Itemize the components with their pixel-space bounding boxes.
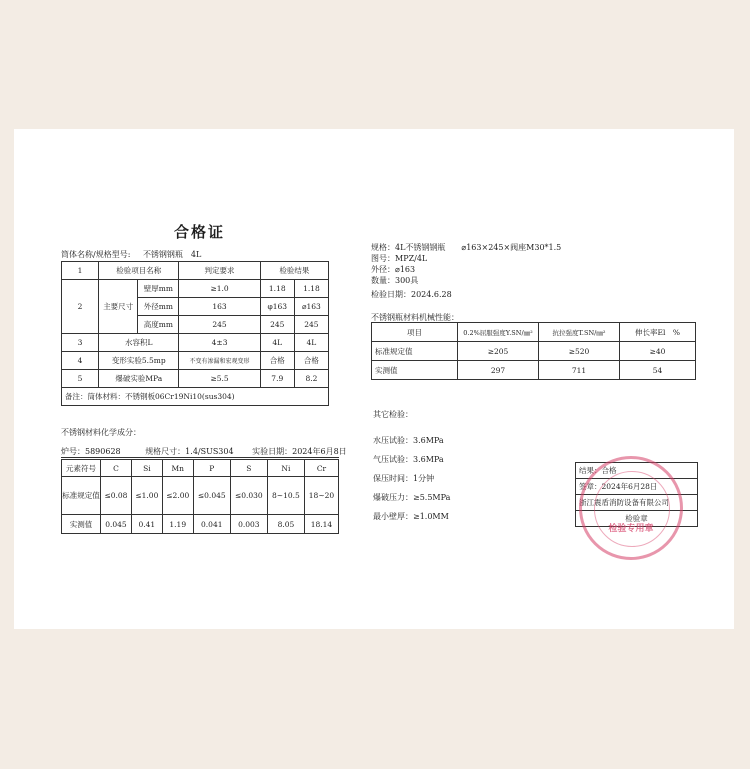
table-row: [62, 388, 329, 406]
requirement: 4±3: [179, 334, 260, 352]
standard-cell: 标准规定值: [62, 477, 101, 515]
measured-cell: 8.05: [267, 515, 304, 534]
standard-cell: 标准规定值: [372, 342, 458, 361]
header-cell: Mn: [162, 460, 193, 477]
measured-cell: 297: [458, 361, 539, 380]
table-row: [62, 280, 329, 298]
test-date: 实验日期：2024年6月8日: [252, 447, 347, 456]
standard-cell: ≤1.00: [131, 477, 162, 515]
standard-cell: ≤0.030: [230, 477, 267, 515]
cylinder-spec-row: [61, 249, 201, 260]
measured-cell: 0.003: [230, 515, 267, 534]
item-name: 变形实验5.5mp: [99, 352, 179, 370]
header-cell: Ni: [267, 460, 304, 477]
header-cell: Si: [131, 460, 162, 477]
header-cell: 抗拉强度T.SN/㎜²: [539, 323, 620, 342]
other-list: [373, 431, 450, 526]
other-title: 其它检验：: [373, 410, 413, 419]
header-cell: C: [101, 460, 132, 477]
table-row: [372, 323, 696, 342]
inspection-date: 检验日期：2024.6.28: [371, 290, 452, 299]
measured-cell: 711: [539, 361, 620, 380]
chem-meta-row: [61, 446, 347, 458]
item-name: 爆破实验MPa: [99, 370, 179, 388]
table-row: [62, 477, 339, 515]
result-1: φ163: [260, 298, 294, 316]
spec-line: 外径：⌀163: [371, 265, 416, 274]
item-name: 外径mm: [138, 298, 179, 316]
row-number: 2: [62, 280, 99, 334]
other-line: 气压试验：3.6MPa: [373, 455, 444, 464]
cylinder-label: 筒体名称/规格型号:: [61, 250, 131, 259]
header-cell: 1: [62, 262, 99, 280]
result-1: 4L: [260, 334, 294, 352]
inspection-table: [61, 261, 329, 406]
mechanical-table: [371, 322, 696, 380]
header-cell: S: [230, 460, 267, 477]
requirement: ≥5.5: [179, 370, 260, 388]
spec-line: 规格：4L不锈钢钢瓶 ⌀163×245×阀座M30*1.5: [371, 243, 562, 252]
standard-cell: 18~20: [304, 477, 338, 515]
sign-date: 签章：2024年6月28日: [576, 479, 697, 495]
result-1: 1.18: [260, 280, 294, 298]
spec-block: [371, 242, 561, 286]
row-number: 4: [62, 352, 99, 370]
page-title: 合格证: [174, 223, 226, 241]
mech-title: 不锈钢瓶材料机械性能：: [371, 313, 459, 322]
company-seal: [579, 456, 683, 560]
requirement: 163: [179, 298, 260, 316]
measured-cell: 54: [620, 361, 696, 380]
table-note: 备注：筒体材料：不锈钢板06Cr19Ni10(sus304): [62, 388, 329, 406]
item-name: 高度mm: [138, 316, 179, 334]
spec-size: 规格尺寸：1.4/SUS304: [145, 447, 234, 456]
header-cell: 0.2%屈服强度Y.SN/㎜²: [458, 323, 539, 342]
header-cell: 元素符号: [62, 460, 101, 477]
chemical-table: [61, 459, 339, 534]
table-row: [62, 460, 339, 477]
header-cell: 检验结果: [260, 262, 328, 280]
result-2: 1.18: [294, 280, 328, 298]
standard-cell: ≤0.045: [193, 477, 230, 515]
result-2: 合格: [294, 352, 328, 370]
result-2: ⌀163: [294, 298, 328, 316]
item-name: 壁厚mm: [138, 280, 179, 298]
result-1: 245: [260, 316, 294, 334]
table-row: [62, 352, 329, 370]
header-cell: 伸长率El %: [620, 323, 696, 342]
result-2: 4L: [294, 334, 328, 352]
spec-line: 数量：300具: [371, 276, 419, 285]
seal-text: 检验专用章: [608, 524, 654, 534]
header-cell: 项目: [372, 323, 458, 342]
measured-cell: 1.19: [162, 515, 193, 534]
standard-cell: ≥520: [539, 342, 620, 361]
requirement: 245: [179, 316, 260, 334]
measured-cell: 实测值: [62, 515, 101, 534]
furnace-number: 炉号：5890628: [61, 447, 121, 456]
row-number: 5: [62, 370, 99, 388]
group-label: 主要尺寸: [99, 280, 138, 334]
result-line: 结果：合格: [576, 463, 697, 479]
result-2: 245: [294, 316, 328, 334]
table-row: [62, 262, 329, 280]
row-number: 3: [62, 334, 99, 352]
measured-cell: 0.045: [101, 515, 132, 534]
item-name: 水容积L: [99, 334, 179, 352]
company-name: 浙江震盾消防设备有限公司: [576, 495, 697, 511]
inspector-label: 检验章: [625, 514, 648, 523]
header-cell: Cr: [304, 460, 338, 477]
result-1: 7.9: [260, 370, 294, 388]
result-1: 合格: [260, 352, 294, 370]
other-line: 水压试验：3.6MPa: [373, 436, 444, 445]
requirement: ≥1.0: [179, 280, 260, 298]
measured-cell: 0.041: [193, 515, 230, 534]
chem-title: 不锈钢材料化学成分：: [61, 428, 141, 437]
cylinder-value: 不锈钢钢瓶 4L: [142, 250, 202, 259]
measured-cell: 18.14: [304, 515, 338, 534]
measured-cell: 0.41: [131, 515, 162, 534]
table-row: [62, 334, 329, 352]
header-cell: 判定要求: [179, 262, 260, 280]
standard-cell: ≤0.08: [101, 477, 132, 515]
requirement: 不变有渗漏和宏观变形: [179, 352, 260, 370]
standard-cell: 8~10.5: [267, 477, 304, 515]
header-cell: P: [193, 460, 230, 477]
certificate-paper: [14, 129, 734, 629]
header-cell: 检验项目名称: [99, 262, 179, 280]
standard-cell: ≥205: [458, 342, 539, 361]
table-row: [372, 342, 696, 361]
table-row: [62, 515, 339, 534]
table-row: [372, 361, 696, 380]
result-2: 8.2: [294, 370, 328, 388]
other-line: 最小壁厚：≥1.0MM: [373, 512, 449, 521]
measured-cell: 实测值: [372, 361, 458, 380]
standard-cell: ≥40: [620, 342, 696, 361]
seal-inner-ring: [594, 471, 670, 547]
spec-line: 图号：MPZ/4L: [371, 254, 428, 263]
other-line: 爆破压力：≥5.5MPa: [373, 493, 451, 502]
standard-cell: ≤2.00: [162, 477, 193, 515]
other-line: 保压时间：1分钟: [373, 474, 435, 483]
table-row: [62, 370, 329, 388]
